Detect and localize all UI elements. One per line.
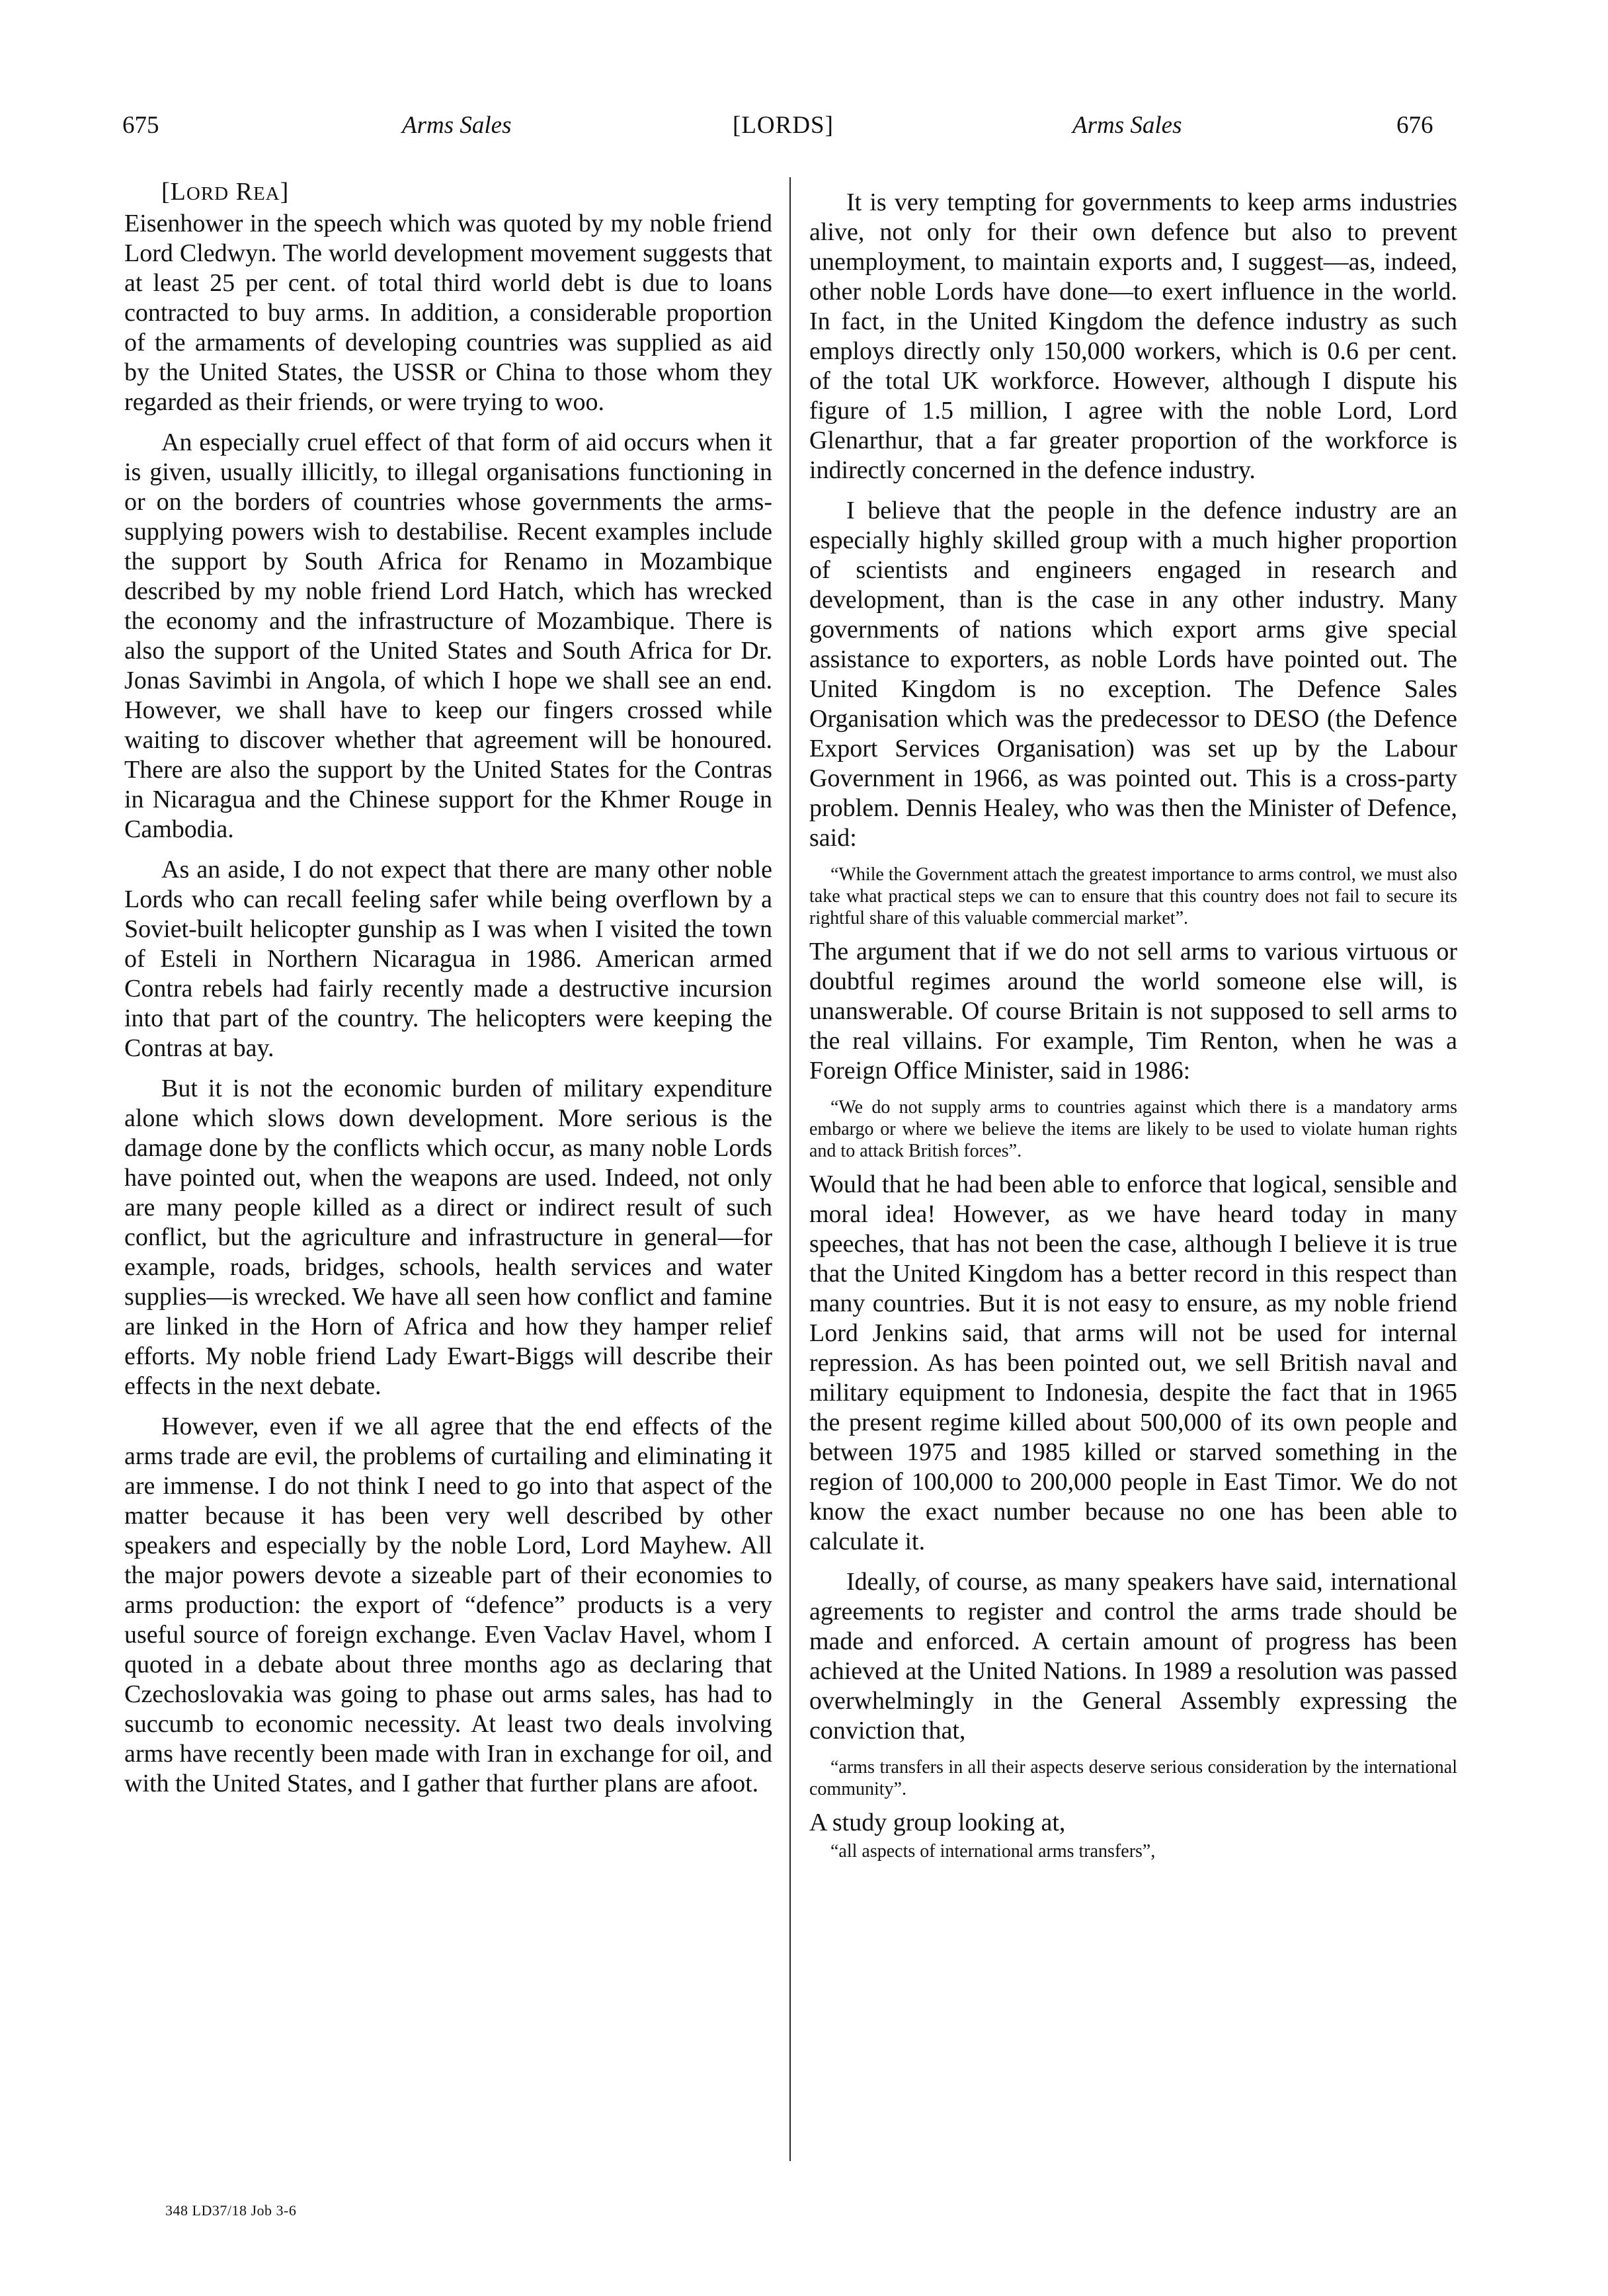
left-page-number: 675: [122, 112, 159, 139]
block-quote: “arms transfers in all their aspects deserve serious consideration by the international community”.: [809, 1757, 1457, 1799]
column-divider: [789, 177, 791, 2161]
page-header: [0, 111, 1608, 151]
left-running-title: Arms Sales: [402, 112, 512, 139]
paragraph: I believe that the people in the defence industry are an especially highly skilled group with a much higher proportion of scientists and engineers engaged in research and development, than is the case in any other industry. Many governments of nations which export arms give special assistance to exporters, as noble Lords have pointed out. The United Kingdom is no exception. The Defence Sales Organisation which was the predecessor to DESO (the Defence Export Services Organisation) was set up by the Labour Government in 1966, as was pointed out. This is a cross-party problem. Dennis Healey, who was then the Minister of Defence, said:: [809, 497, 1457, 852]
block-quote: “While the Government attach the greatest importance to arms control, we must also take what practical steps we can to ensure that this country does not fail to secure its rightful share of this valuable commercial market”.: [809, 864, 1457, 928]
right-running-title: Arms Sales: [1072, 112, 1182, 139]
paragraph: A study group looking at,: [809, 1809, 1066, 1836]
block-quote: “We do not supply arms to countries against which there is a mandatory arms embargo or where we believe the items are likely to be used to violate human rights and to attack British forces”.: [809, 1097, 1457, 1161]
paragraph: It is very tempting for governments to keep arms industries alive, not only for their own defence but also to prevent unemployment, to maintain exports and, I suggest—as, indeed, other noble Lords have done—to exert influence in the world. In fact, in the United Kingdom the defence industry as such employs directly only 150,000 workers, which is 0.6 per cent. of the total UK workforce. However, although I dispute his figure of 1.5 million, I agree with the noble Lord, Lord Glenarthur, that a far greater proportion of the workforce is indirectly concerned in the defence industry.: [809, 188, 1457, 484]
left-column: [124, 177, 772, 1809]
paragraph: But it is not the economic burden of military expenditure alone which slows down development. More serious is the damage done by the conflicts which occur, as many noble Lords have pointed out, when the weapons are used. Indeed, not only are many people killed as a direct or indirect result of such conflict, but the agriculture and infrastructure in general—for example, roads, bridges, schools, health services and water supplies—is wrecked. We have all seen how conflict and famine are linked in the Horn of Africa and how they hamper relief efforts. My noble friend Lady Ewart-Biggs will describe their effects in the next debate.: [124, 1075, 772, 1400]
paragraph: Eisenhower in the speech which was quoted by my noble friend Lord Cledwyn. The world development movement suggests that at least 25 per cent. of total third world debt is due to loans contracted to buy arms. In addition, a considerable proportion of the armaments of developing countries was supplied as aid by the United States, the USSR or China to those whom they regarded as their friends, or were trying to woo.: [124, 210, 772, 416]
paragraph: Ideally, of course, as many speakers have said, international agreements to register and control the arms trade should be made and enforced. A certain amount of progress has been achieved at the United Nations. In 1989 a resolution was passed overwhelmingly in the General Assembly expressing the conviction that,: [809, 1568, 1457, 1744]
paragraph: As an aside, I do not expect that there are many other noble Lords who can recall feeling safer while being overflown by a Soviet-built helicopter gunship as I was when I visited the town of Esteli in Northern Nicaragua in 1986. American armed Contra rebels had fairly recently made a destructive incursion into that part of the country. The helicopters were keeping the Contras at bay.: [124, 856, 772, 1062]
speaker-label: [LORD REA]: [161, 178, 290, 206]
block-quote: “all aspects of international arms transfers”,: [830, 1841, 1156, 1862]
paragraph: The argument that if we do not sell arms to various virtuous or doubtful regimes around the world someone else will, is unanswerable. Of course Britain is not supposed to sell arms to the real villains. For example, Tim Renton, when he was a Foreign Office Minister, said in 1986:: [809, 938, 1457, 1085]
paragraph: Would that he had been able to enforce that logical, sensible and moral idea! However, as we have heard today in many speeches, that has not been the case, although I believe it is true that the United Kingdom has a better record in this respect than many countries. But it is not easy to ensure, as my noble friend Lord Jenkins said, that arms will not be used for internal repression. As has been pointed out, we sell British naval and military equipment to Indonesia, despite the fact that in 1965 the present regime killed about 500,000 of its own people and between 1975 and 1985 killed or starved something in the region of 100,000 to 200,000 people in East Timor. We do not know the exact number because no one has been able to calculate it.: [809, 1170, 1457, 1555]
paragraph: An especially cruel effect of that form of aid occurs when it is given, usually illicitly, to illegal organisations functioning in or on the borders of countries whose governments the arms-supplying powers wish to destabilise. Recent examples include the support by South Africa for Renamo in Mozambique described by my noble friend Lord Hatch, which has wrecked the economy and the infrastructure of Mozambique. There is also the support of the United States and South Africa for Dr. Jonas Savimbi in Angola, of which I hope we shall see an end. However, we shall have to keep our fingers crossed while waiting to discover whether that agreement will be honoured. There are also the support by the United States for the Contras in Nicaragua and the Chinese support for the Khmer Rouge in Cambodia.: [124, 429, 772, 843]
paragraph: However, even if we all agree that the end effects of the arms trade are evil, the problems of curtailing and eliminating it are immense. I do not think I need to go into that aspect of the matter because it has been very well described by other speakers and especially by the noble Lord, Lord Mayhew. All the major powers devote a sizeable part of their economies to arms production: the export of “defence” products is a very useful source of foreign exchange. Even Vaclav Havel, whom I quoted in a debate about three months ago as declaring that Czechoslovakia was going to phase out arms sales, has had to succumb to economic necessity. At least two deals involving arms have recently been made with Iran in exchange for oil, and with the United States, and I gather that further plans are afoot.: [124, 1413, 772, 1797]
house-label: [LORDS]: [733, 112, 834, 139]
print-code: 348 LD37/18 Job 3-6: [165, 2202, 297, 2219]
right-page-number: 676: [1396, 112, 1433, 139]
right-column: [809, 188, 1457, 1870]
